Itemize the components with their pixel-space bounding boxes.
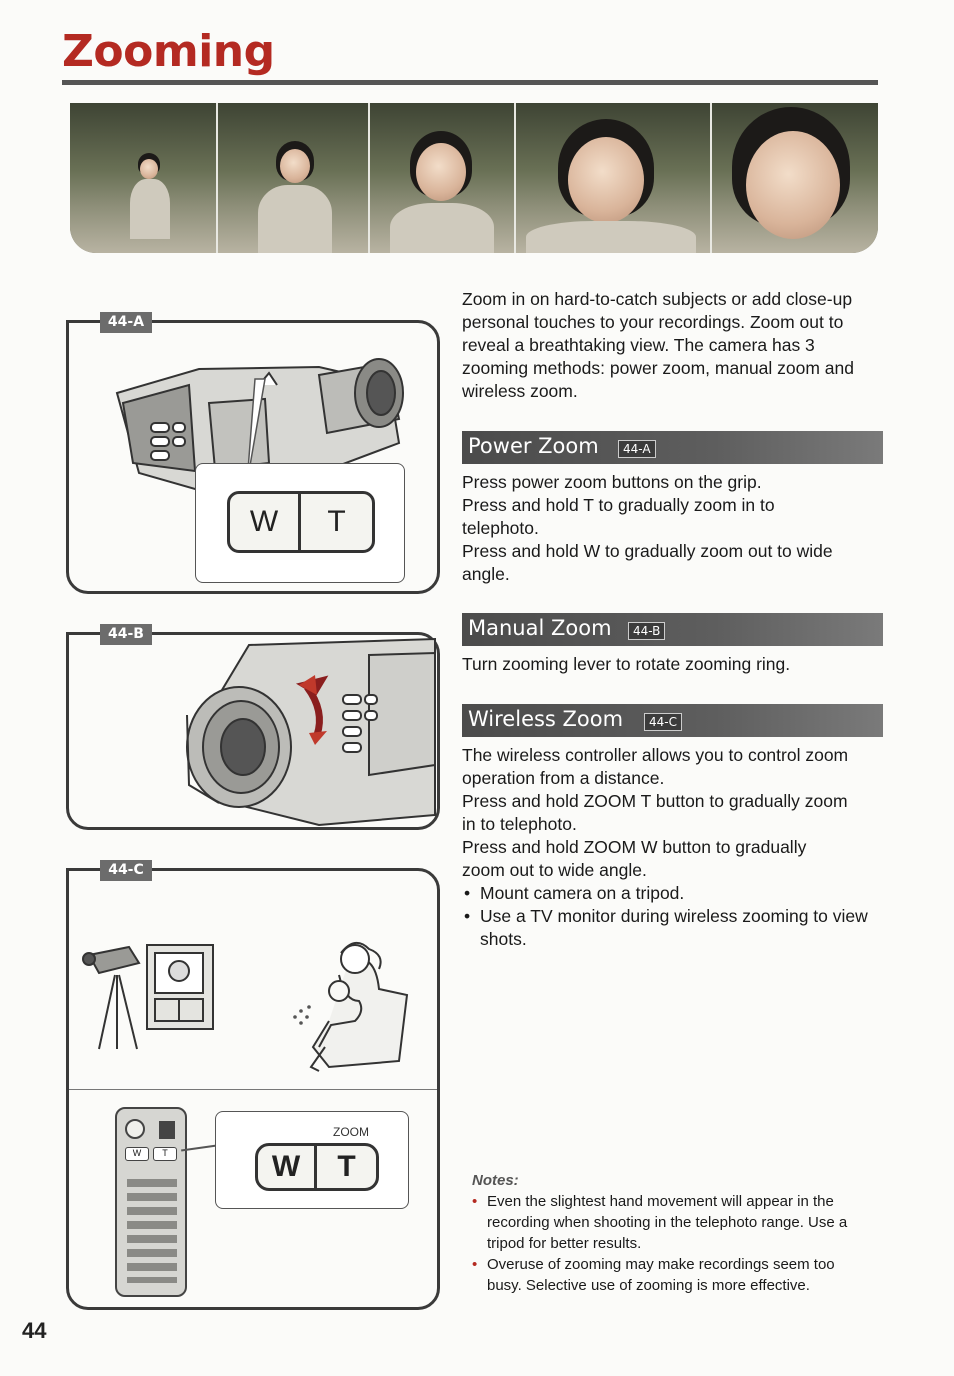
text-line: The wireless controller allows you to control zoom operation from a distance. [462, 745, 849, 788]
page-number: 44 [22, 1318, 47, 1343]
wireless-zoom-text [462, 744, 872, 951]
remote-controller: W T [115, 1107, 187, 1297]
wireless-zoom-header [462, 704, 883, 737]
photo-frame-medium [218, 103, 370, 253]
remote-zoom-label: ZOOM [333, 1125, 369, 1139]
text-line: Press and hold ZOOM W button to gradually zoom out to wide angle. [462, 837, 807, 880]
zoom-t-button[interactable]: T [327, 505, 346, 538]
bullet-item: • Use a TV monitor during wireless zooming to view shots. [462, 905, 872, 951]
power-zoom-wt-buttons [227, 491, 375, 553]
tripod-tv-viewer-illustration [69, 871, 437, 1089]
remote-zoom-w-button[interactable]: W [258, 1146, 317, 1188]
notes-list [470, 1191, 870, 1296]
notes-heading: Notes: [472, 1172, 519, 1189]
manual-zoom-header [462, 613, 883, 646]
title-rule [62, 80, 878, 85]
section-title: Power Zoom [468, 434, 599, 458]
section-figure-tag: 44-A [618, 440, 656, 458]
photo-frame-closest [712, 103, 878, 253]
zoom-sequence-photo-strip [70, 103, 878, 253]
manual-zoom-text [462, 653, 882, 676]
figure-44-a [66, 320, 440, 594]
section-figure-tag: 44-C [644, 713, 682, 731]
text-line: Press and hold T to gradually zoom in to telephoto. [462, 495, 775, 538]
camcorder-lens-illustration [69, 635, 437, 827]
figure-divider [69, 1089, 437, 1090]
section-title: Manual Zoom [468, 616, 612, 640]
note-item: • Overuse of zooming may make recordings seem too busy. Selective use of zooming is more effective. [470, 1254, 870, 1296]
zoom-w-button[interactable]: W [230, 494, 301, 550]
text-line: Turn zooming lever to rotate zooming ring. [462, 654, 791, 674]
figure-tag: 44-B [100, 624, 152, 645]
text-line: Press power zoom buttons on the grip. [462, 472, 762, 492]
note-item: • Even the slightest hand movement will appear in the recording when shooting in the telephoto range. Use a tripod for better results. [470, 1191, 870, 1254]
bullet-item: • Mount camera on a tripod. [462, 882, 872, 905]
figure-44-b [66, 632, 440, 830]
power-zoom-header [462, 431, 883, 464]
photo-frame-close [370, 103, 516, 253]
figure-tag: 44-C [100, 860, 152, 881]
figure-44-c [66, 868, 440, 1310]
remote-zoom-wt-buttons [255, 1143, 379, 1191]
figure-tag: 44-A [100, 312, 152, 333]
text-line: Press and hold ZOOM T button to gradually zoom in to telephoto. [462, 791, 848, 834]
power-zoom-text [462, 471, 882, 586]
section-title: Wireless Zoom [468, 707, 624, 731]
remote-zoom-t-button[interactable]: T [337, 1150, 356, 1183]
photo-frame-wide [70, 103, 218, 253]
photo-frame-closer [516, 103, 712, 253]
section-figure-tag: 44-B [628, 622, 665, 640]
page-title: Zooming [62, 26, 275, 77]
text-line: Press and hold W to gradually zoom out to wide angle. [462, 541, 833, 584]
intro-paragraph: Zoom in on hard-to-catch subjects or add close-up personal touches to your recordings. Zoom out to reveal a breathtaking view. The camera has 3 zooming methods: power zoom, manual zoom and wireless zoom. [462, 289, 855, 401]
